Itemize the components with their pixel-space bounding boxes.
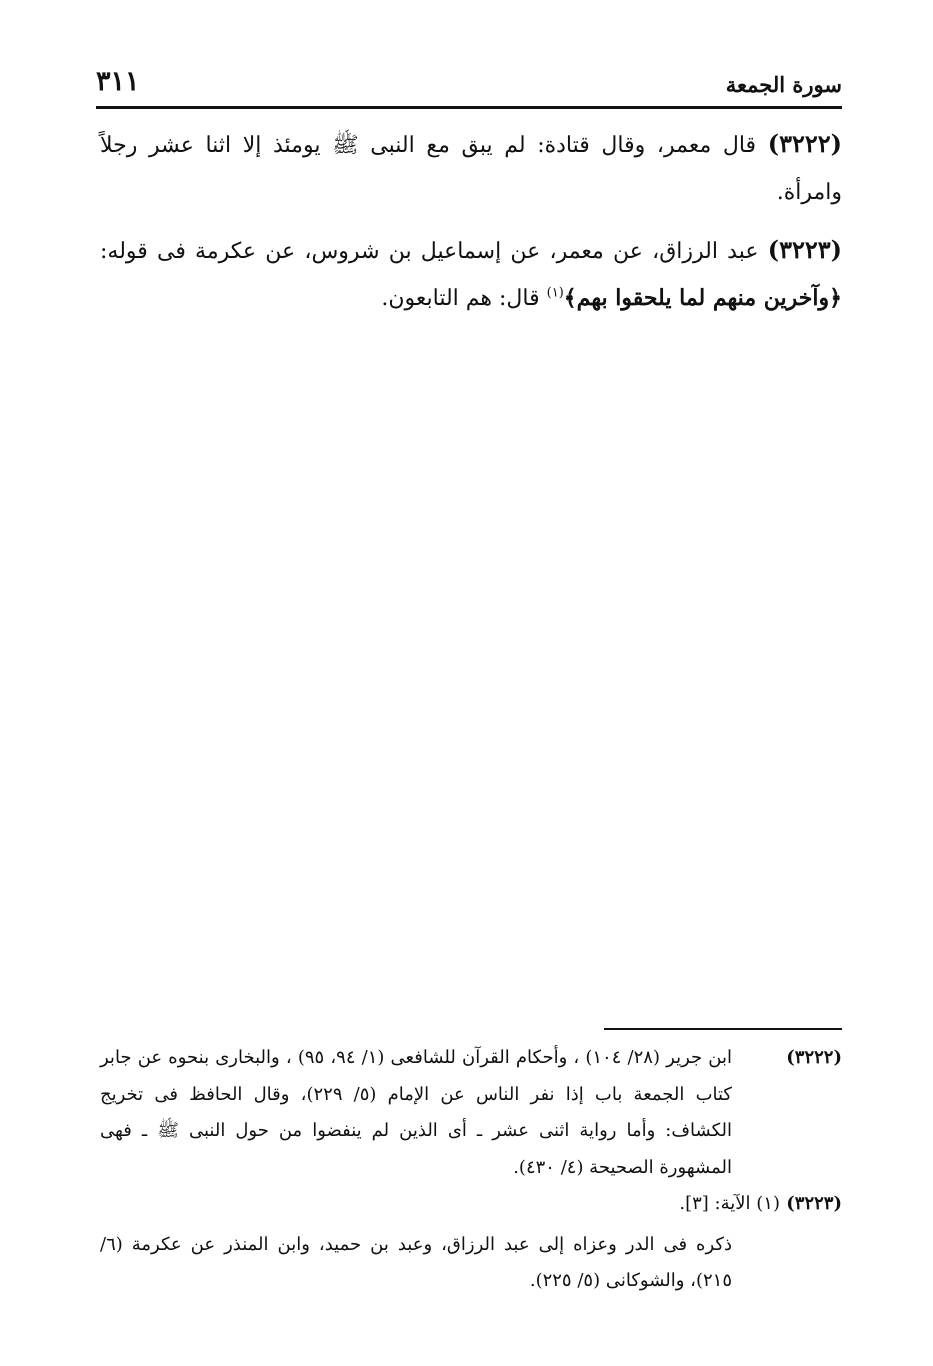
footnote-text: ابن جرير (٢٨/ ١٠٤) ، وأحكام القرآن للشافعى (١/ ٩٤، ٩٥) ، والبخارى بنحوه عن جابر كتاب الجمعة باب إذا نفر الناس عن الإمام (٥/ ٢٢٩)، وقال الحافظ فى تخريج الكشاف: وأما رواية اثنى عشر ـ أى الذين لم ينفضوا من حول النبى ﷺ ـ فهى المشهورة الصحيحة (٤/ ٤٣٠). [100,1047,732,1178]
entry-number: (٣٢٢٢) [767,129,842,158]
entry-text-after: قال: هم التابعون. [381,286,540,311]
entry-number: (٣٢٢٣) [767,235,842,264]
footnote-3223 [100,1186,842,1300]
footnote-number: (٣٢٢٢) [786,1047,842,1068]
hadith-entry-3222 [100,120,842,216]
quran-verse: ﴿وآخرين منهم لما يلحقوا بهم﴾ [563,285,842,311]
footnote-number: (٣٢٢٣) [786,1193,842,1214]
page-number: ٣١١ [96,66,140,97]
footnote-3222 [100,1040,842,1186]
footnotes [100,1040,842,1300]
entry-text: قال معمر، وقال قتادة: لم يبق مع النبى ﷺ يومئذ إلا اثنا عشر رجلاً وامرأة. [100,133,842,205]
running-header [96,62,842,109]
footnote-verse-note: (١) الآية: [٣]. [679,1193,780,1214]
hadith-entry-3223 [100,226,842,322]
footnote-divider [604,1028,842,1030]
surah-title: سورة الجمعة [725,72,842,97]
footnote-text: ذكره فى الدر وعزاه إلى عبد الرزاق، وعبد بن حميد، وابن المنذر عن عكرمة (٦/ ٢١٥)، والشوكانى (٥/ ٢٢٥). [100,1233,732,1291]
entry-text: عبد الرزاق، عن معمر، عن إسماعيل بن شروس، عن عكرمة فى قوله: [100,239,759,264]
main-text [100,120,842,332]
footnote-header [100,1186,842,1223]
footnote-ref: (١) [546,285,564,301]
